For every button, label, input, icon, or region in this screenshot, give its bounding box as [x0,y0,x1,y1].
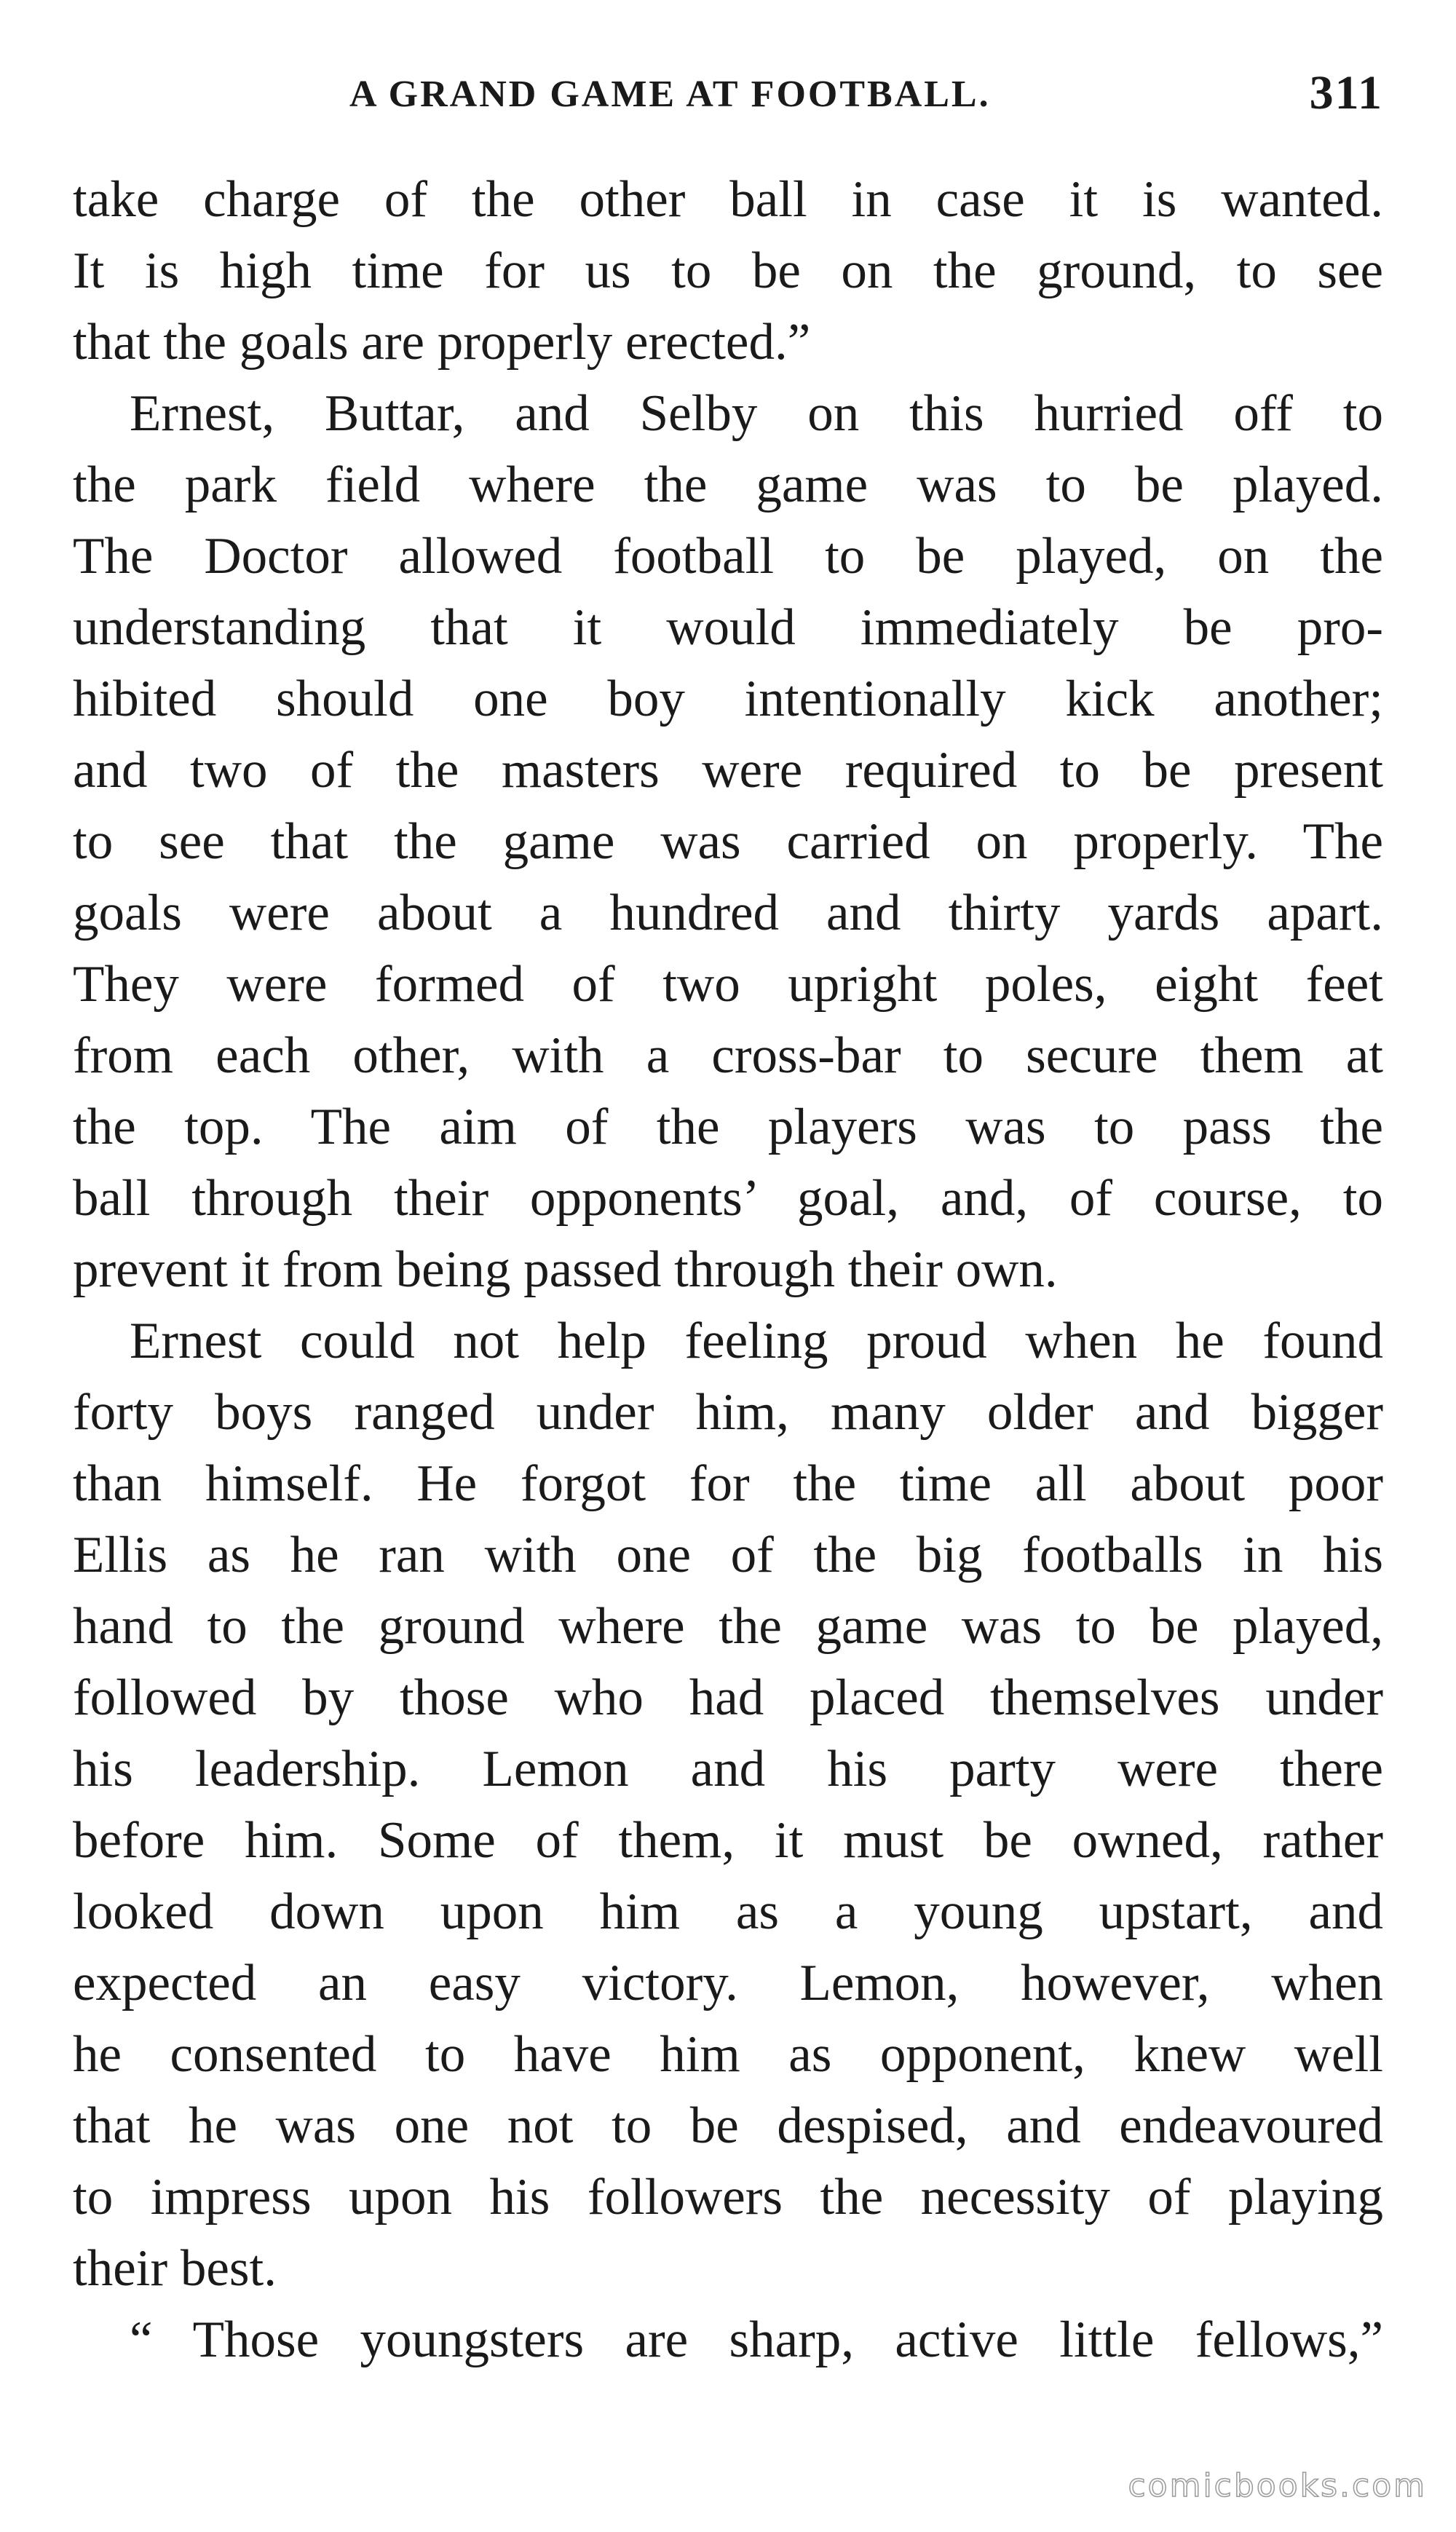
text-line: They were formed of two upright poles, eight feet [73,956,1383,1013]
text-line: forty boys ranged under him, many older and bigger [73,1384,1383,1441]
text-line: goals were about a hundred and thirty yards apart. [73,885,1383,941]
text-line: The Doctor allowed football to be played, on the [73,528,1383,585]
text-line: followed by those who had placed themselves under [73,1669,1383,1726]
text-line: expected an easy victory. Lemon, however, when [73,1955,1383,2011]
text-line: to impress upon his followers the necessity of playing [73,2169,1383,2226]
text-line: take charge of the other ball in case it is wanted. [73,171,1383,228]
text-line: than himself. He forgot for the time all about poor [73,1455,1383,1512]
text-line: Ernest, Buttar, and Selby on this hurried off to [130,385,1383,442]
running-title: A GRAND GAME AT FOOTBALL. [349,74,991,115]
text-line: Ernest could not help feeling proud when he found [130,1313,1383,1369]
text-line: the top. The aim of the players was to pass the [73,1099,1383,1155]
page-number: 311 [1309,66,1383,119]
text-line: prevent it from being passed through their own. [73,1241,1058,1298]
watermark: comicbooks.com [1128,2467,1427,2504]
text-line: looked down upon him as a young upstart, and [73,1883,1383,1940]
text-line: their best. [73,2240,277,2297]
text-line: he consented to have him as opponent, knew well [73,2026,1383,2083]
text-line: the park field where the game was to be played. [73,456,1383,513]
running-head [73,66,1383,131]
text-line: that the goals are properly erected.” [73,314,811,371]
text-line: ball through their opponents’ goal, and, of course, to [73,1170,1383,1227]
text-line: hibited should one boy intentionally kick another; [73,670,1383,727]
text-line: It is high time for us to be on the ground, to see [73,242,1383,299]
body-text [73,164,1383,2375]
text-line: hand to the ground where the game was to be played, [73,1598,1383,1655]
text-line: understanding that it would immediately be pro- [73,599,1383,656]
text-line: Ellis as he ran with one of the big footballs in his [73,1527,1383,1583]
text-line: to see that the game was carried on properly. The [73,813,1383,870]
text-line: before him. Some of them, it must be owned, rather [73,1812,1383,1869]
text-line: his leadership. Lemon and his party were there [73,1741,1383,1797]
text-line: “ Those youngsters are sharp, active little fellows,” [130,2311,1383,2368]
text-line: and two of the masters were required to be present [73,742,1383,799]
text-line: from each other, with a cross-bar to secure them at [73,1027,1383,1084]
text-line: that he was one not to be despised, and endeavoured [73,2097,1383,2154]
